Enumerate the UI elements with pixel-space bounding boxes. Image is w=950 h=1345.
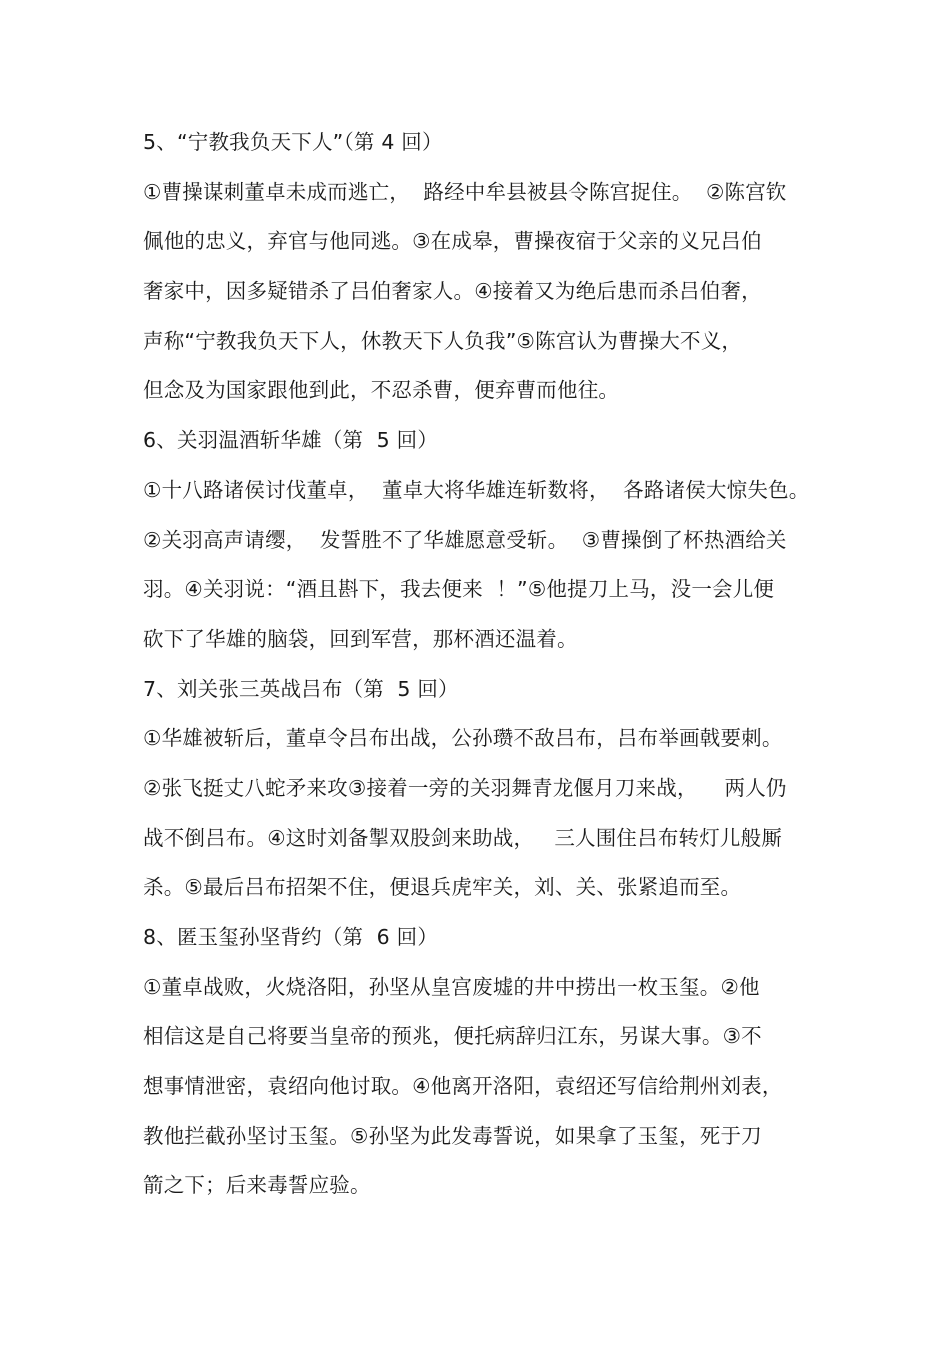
paragraph-line: 羽。④关羽说：“酒且斟下，我去便来 ！”⑤他提刀上马，没一会儿便 [143, 577, 775, 602]
section-6 [143, 416, 813, 664]
paragraph-line: 相信这是自己将要当皇帝的预兆，便托病辞归江东，另谋大事。③不 [143, 1024, 762, 1049]
paragraph-line: 箭之下；后来毒誓应验。 [143, 1173, 371, 1198]
paragraph-line: 声称“宁教我负天下人，休教天下人负我”⑤陈宫认为曹操大不义， [143, 328, 743, 353]
paragraph-line: ①华雄被斩后，董卓令吕布出战，公孙瓒不敌吕布，吕布举画戟要刺。 [143, 726, 783, 751]
section-7 [143, 665, 813, 913]
paragraph-line: 杀。⑤最后吕布招架不住，便退兵虎牢关，刘、关、张紧追而至。 [143, 875, 742, 900]
paragraph-line: ②张飞挺丈八蛇矛来攻③接着一旁的关羽舞青龙偃月刀来战， 两人仍 [143, 775, 787, 800]
section-8 [143, 913, 813, 1211]
paragraph-line: 奢家中，因多疑错杀了吕伯奢家人。④接着又为绝后患而杀吕伯奢， [143, 279, 762, 304]
paragraph-line: 教他拦截孙坚讨玉玺。⑤孙坚为此发毒誓说，如果拿了玉玺，死于刀 [143, 1123, 762, 1148]
document-page [143, 118, 813, 1211]
paragraph-line: ①董卓战败，火烧洛阳，孙坚从皇宫废墟的井中捞出一枚玉玺。②他 [143, 974, 760, 999]
paragraph-line: ②关羽高声请缨， 发誓胜不了华雄愿意受斩。 ③曹操倒了杯热酒给关 [143, 527, 787, 552]
paragraph-line: 佩他的忠义，弃官与他同逃。③在成皋，曹操夜宿于父亲的义兄吕伯 [143, 229, 762, 254]
section-heading: 8、匿玉玺孙坚背约（第 6 回） [143, 925, 439, 949]
paragraph-line: 战不倒吕布。④这时刘备掣双股剑来助战， 三人围住吕布转灯儿般厮 [143, 825, 783, 850]
section-heading: 6、关羽温酒斩华雄（第 5 回） [143, 428, 439, 453]
paragraph-line: 砍下了华雄的脑袋，回到军营，那杯酒还温着。 [143, 626, 578, 651]
paragraph-line: ①曹操谋刺董卓未成而逃亡， 路经中牟县被县令陈宫捉住。 ②陈宫钦 [143, 179, 787, 204]
paragraph-line: ①十八路诸侯讨伐董卓， 董卓大将华雄连斩数将， 各路诸侯大惊失色。 [143, 477, 810, 502]
section-5 [143, 118, 813, 416]
paragraph-line: 想事情泄密，袁绍向他讨取。④他离开洛阳，袁绍还写信给荆州刘表， [143, 1074, 783, 1099]
section-heading: 5、“宁教我负天下人”（第 4 回） [143, 130, 443, 154]
paragraph-line: 但念及为国家跟他到此，不忍杀曹，便弃曹而他往。 [143, 378, 620, 403]
section-heading: 7、刘关张三英战吕布（第 5 回） [143, 676, 459, 701]
